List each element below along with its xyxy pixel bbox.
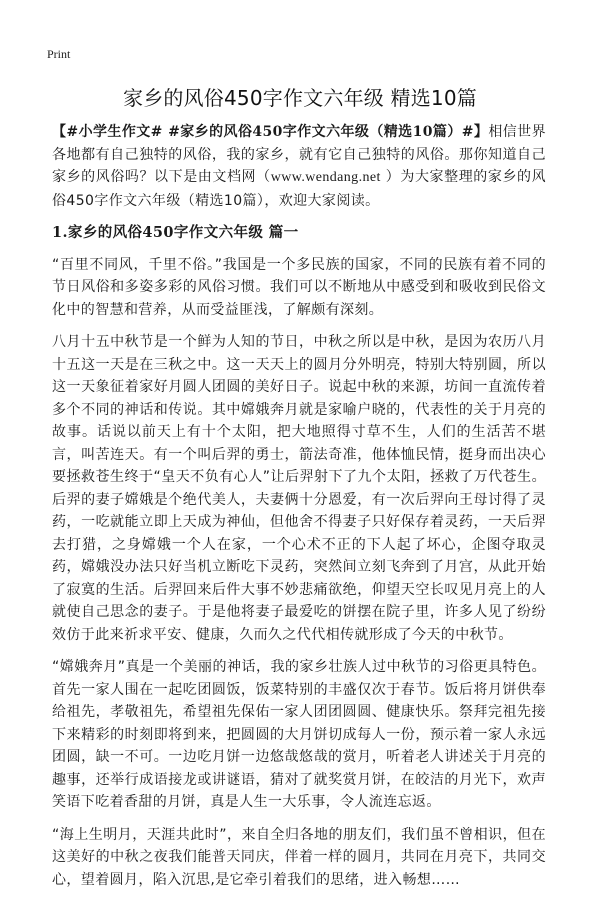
article-body — [52, 121, 546, 901]
section-heading: 1.家乡的风俗450字作文六年级 篇一 — [52, 224, 299, 241]
article-paragraph: 八月十五中秋节是一个鲜为人知的节日，中秋之所以是中秋，是因为农历八月十五这一天是在三秋之中。这一天天上的圆月分外明亮，特别大特别圆，所以这一天象征着家好月圆人团圆的美好日子。说起中秋的来源，坊间一直流传着多个不同的神话和传说。其中嫦娥奔月就是家喻户晓的，代表性的关于月亮的故事。话说以前天上有十个太阳，把大地照得寸草不生，人们的生活苦不堪言，叫苦连天。有一个叫后羿的勇士，箭法奇准，他体恤民情，挺身而出决心要拯救苍生终于“皇天不负有心人”让后羿射下了九个太阳，拯救了万代苍生。后羿的妻子嫦娥是个绝代美人，夫妻俩十分恩爱，有一次后羿向王母讨得了灵药，一吃就能立即上天成为神仙，但他舍不得妻子只好保存着灵药，一天后羿去打猎，之身嫦娥一个人在家，一个心术不正的下人起了坏心，企图夺取灵药，嫦娥没办法只好当机立断吃下灵药，突然间立刻飞奔到了月宫，从此开始了寂寞的生活。后羿回来后件大事不妙悲痛欲绝，仰望天空长叹见月亮上的人就使自己思念的妻子。于是他将妻子最爱吃的饼摆在院子里，许多人见了纷纷效仿于此来祈求平安、健康，久而久之代代相传就形成了今天的中秋节。 — [52, 334, 546, 643]
intro-text: 相信世界各地都有自己独特的风俗，我的家乡，就有它自己独特的风俗。那你知道自己家乡的风俗吗？以下是由文档网（ — [52, 124, 546, 185]
article-paragraph: “海上生明月，天涯共此时”，来自全归各地的朋友们，我们虽不曾相识，但在这美好的中秋之夜我们能普天同庆，伴着一样的圆月，共同在月亮下，共同交心，望着圆月，陷入沉思,是它牵引着我们的思绪，进入畅想…… — [52, 826, 546, 888]
intro-tags: 【#小学生作文# #家乡的风俗450字作文六年级（精选10篇）#】 — [52, 124, 489, 140]
intro-paragraph — [52, 121, 546, 212]
print-link[interactable]: Print — [47, 47, 71, 61]
intro-text-end: ）为大家整理的家乡的风俗450字作文六年级（精选10篇），欢迎大家阅读。 — [52, 169, 547, 209]
page-title: 家乡的风俗450字作文六年级 精选10篇 — [123, 86, 477, 110]
article-paragraph: “百里不同风，千里不俗。”我国是一个多民族的国家，不同的民族有着不同的节日风俗和多姿多彩的风俗习惯。我们可以不断地从中感受到和吸收到民俗文化中的智慧和营养，从而受益匪浅，了解颇有深刻。 — [52, 256, 546, 318]
article-paragraph: “嫦娥奔月”真是一个美丽的神话，我的家乡壮族人过中秋节的习俗更具特色。首先一家人围在一起吃团圆饭，饭菜特别的丰盛仅次于春节。饭后将月饼供奉给祖先，孝敬祖先，希望祖先保佑一家人团团圆圆、健康快乐。祭拜完祖先接下来精彩的时刻即将到来，把圆圆的大月饼切成每人一份，预示着一家人永远团圆，缺一不可。一边吃月饼一边悠哉悠哉的赏月，听着老人讲述关于月亮的趣事，还举行成语接龙或讲谜语，猜对了就奖赏月饼，在皎洁的月光下，欢声笑语下吃着香甜的月饼，真是人生一大乐事，令人流连忘返。 — [52, 659, 546, 810]
site-url: www.wendang.net — [270, 170, 381, 185]
